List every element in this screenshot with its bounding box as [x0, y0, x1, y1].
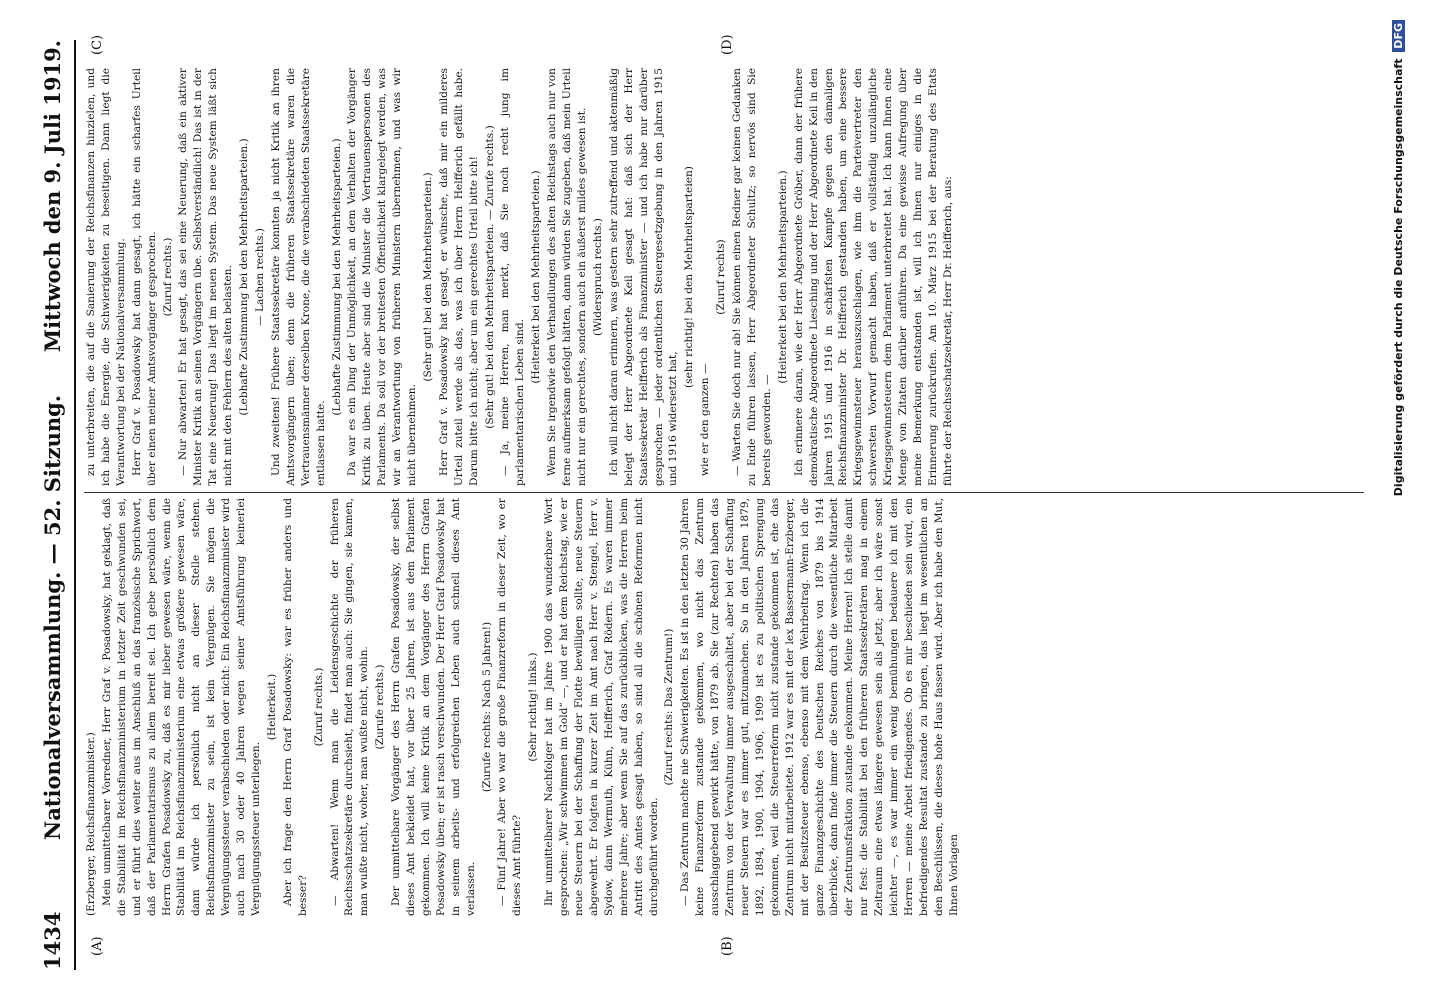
margin-marker-d: (D) [720, 34, 735, 55]
interjection: (Heiterkeit bei den Mehrheitsparteien.) [530, 170, 543, 384]
paragraph: Ich will nicht daran erinnern, was gestern sehr zutreffend und aktenmäßig belegt der Herr Abgeordnete Keil gesagt hat: daß sich der Herr Staatssekretär Helfferich als Finanzminister — und ich habe nur darüber gesprochen — jeder ordentlichen Steuergesetzgebung in den Jahren 1915 und 1916 widersetzt hat, [607, 68, 680, 486]
paragraph: Herr Graf v. Posadowsky hat gesagt, er wünsche, daß mir ein milderes Urteil zuteil werde als das, was ich über Herrn Helfferich gefällt habe. Darum bitte ich nicht; aber um ein gerechtes Urteil bitte ich! [437, 68, 480, 486]
paragraph: zu unterbreiten, die auf die Sanierung der Reichsfinanzen hinzielen, und ich habe die Energie, die Schwierigkeiten zu beseitigen. Dann liegt die Verantwortung bei der Nationalversammlung. [85, 68, 127, 486]
interjection: (Zurufe rechts.) [374, 664, 387, 750]
right-column [84, 68, 1364, 486]
interjection: (Heiterkeit.) [265, 673, 278, 741]
interjection: (Widerspruch rechts.) [591, 218, 604, 336]
interjection: (Heiterkeit bei den Mehrheitsparteien.) [776, 170, 789, 384]
paragraph: Wenn Sie irgendwie den Verhandlungen des alten Reichstags auch nur von ferne aufmerksam gefolgt hätten, dann würden Sie zugeben, daß mein Urteil nicht nur ein gerechtes, sondern auch ein äußerst mildes gewesen ist. [546, 68, 588, 486]
paragraph: — Fünf Jahre! Aber wo war die große Finanzreform in dieser Zeit, wo er dieses Amt führte? [496, 498, 524, 916]
paragraph: — Ja, meine Herren, man merkt, daß Sie noch recht jung im parlamentarischen Leben sind. [499, 68, 527, 486]
paragraph: Da war es ein Ding der Unmöglichkeit, an dem Verhalten der Vorgänger Kritik zu üben. Heute aber sind die Minister die Vertrauenspersonen des Parlaments. Da soll vor der breitesten Öffentlichkeit klargelegt werden, was wir an Verantwortung von früheren Ministern übernehmen, und was wir nicht übernehmen. [346, 68, 419, 486]
interjection: (Zuruf rechts) [715, 239, 728, 315]
margin-marker-a: (A) [90, 936, 105, 956]
paragraph: Herr Graf v. Posadowsky hat dann gesagt, ich hätte ein scharfes Urteil über einen meiner Amtsvorgänger gesprochen. [130, 68, 158, 486]
paragraph: Aber ich frage den Herrn Graf Posadowsky: war es früher anders und besser? [281, 498, 309, 916]
paragraph: — Nur abwarten! Er hat gesagt, das sei eine Neuerung, daß ein aktiver Minister Kritik an seinen Vorgängern übe. Selbstverständlich! Das ist in der Tat eine Neuerung! Das liegt im neuen System. Das neue System läßt sich nicht mit den Fehlern des alten belasten. [177, 68, 235, 486]
page-number: 1434 [40, 911, 65, 970]
credit-text: Digitalisierung gefördert durch die Deutsche Forschungsgemeinschaft [1392, 58, 1405, 497]
interjection: (Zuruf rechts: Das Zentrum!) [663, 628, 676, 786]
paragraph: Ich erinnere daran, wie der Herr Abgeordnete Gröber, dann der frühere demokratische Abgeordnete Liesching und der Herr Abgeordnete Keil in den Jahren 1915 und 1916 in schärfsten Kampfe gegen den damaligen Reichsfinanzminister Dr. Helfferich gestanden haben, um eine bessere Kriegsgewinnsteuer herauszuschlagen, wie ihm die Parteivertreter den schwersten Vorwurf gemacht haben, daß er vollständig unzulängliche Kriegsgewinnsteuern dem Parlament unterbreitet hat. Ich kann Ihnen eine Menge von Zitaten darüber anführen. Da eine gewisse Aufregung über meine Bemerkung entstanden ist, will ich Ihnen nur einiges in die Erinnerung zurückrufen. Am 10. März 1915 bei der Beratung des Etats führte der Reichsschatzsekretär, Herr Dr. Helfferich, aus: [792, 68, 954, 486]
margin-marker-b: (B) [720, 936, 735, 956]
interjection: (Sehr gut! bei den Mehrheitsparteien. — Zurufe rechts.) [483, 125, 496, 429]
interjection: (Lebhafte Zustimmung bei den Mehrheitsparteien.) [238, 138, 251, 416]
interjection: (Zuruf rechts.) [312, 667, 325, 747]
speaker-line: (Erzberger, Reichsfinanzminister.) [85, 732, 97, 916]
interjection: (Sehr gut! bei den Mehrheitsparteien.) [421, 172, 434, 382]
interjection: — Lachen rechts.) [253, 228, 266, 326]
paragraph: Der unmittelbare Vorgänger des Herrn Grafen Posadowsky, der selbst dieses Amt bekleidet hat, vor über 25 Jahren, ist aus dem Parlament gekommen. Ich will keine Kritik an dem Vorgänger des Herrn Grafen Posadowsky üben; er ist rasch verschwunden. Der Herr Graf Posadowsky hat in seinem arbeits- und erfolgreichen Leben auch schnell dieses Amt verlassen. [390, 498, 477, 916]
margin-marker-c: (C) [90, 34, 105, 55]
paragraph: — Abwarten! Wenn man die Leidensgeschichte der früheren Reichsschatzsekretäre durchsieht, findet man auch: Sie gingen, sie kamen, man wußte nicht, woher, man wußte nicht, wohin. [328, 498, 371, 916]
interjection: (Zurufe rechts: Nach 5 Jahren!) [480, 621, 493, 793]
paragraph: — Das Zentrum machte nie Schwierigkeiten. Es ist in den letzten 30 Jahren keine Finanzreform zustande gekommen, wo nicht das Zentrum ausschlaggebend gewirkt hätte, von 1879 ab. Sie (zur Rechten) haben das Zentrum von der Verwaltung immer ausgeschaltet, aber bei der Schaffung neuer Steuern war es immer gut, mitzumachen. So in den Jahren 1879, 1892, 1894, 1900, 1904, 1906, 1909 ist es zu politischen Sprengung gekommen, weil die Steuerreform nicht zustande gekommen ist, ehe das Zentrum nicht mitarbeitete. 1912 war es mit der lex Bassermann-Erzberger, mit der Besitzsteuer ebenso, ebenso mit dem Wehrbeitrag. Wenn ich die ganze Finanzgeschichte des Deutschen Reiches von 1879 bis 1914 überblicke, dann finde immer die Steuern durch die wesentliche Mitarbeit der Zentrumsfraktion zustande gekommen. Meine Herren! Ich stelle damit nur fest: die Stabilität bei den früheren Staatssekretären mag in einem Zeitraum eine etwas längere gewesen sein als jetzt; aber ich wäre sonst leichter —, es war immer ein wenig bemühungen bedauere ich mit den Herren — meine Arbeit friedigendes. Ob es mir beschieden sein wird, ein befriedigendes Resultat zustande zu bringen, das liegt im wesentlichen an den Beschlüssen, die dieses hohe Haus fassen wird. Aber ich habe den Mut, Ihnen Vorlagen [679, 498, 960, 916]
interjection: (Zuruf rechts.) [161, 237, 174, 317]
dfg-logo: DFG [1392, 20, 1405, 52]
interjection: (sehr richtig! bei den Mehrheitsparteien) [683, 166, 696, 388]
paragraph: Ihr unmittelbarer Nachfolger hat im Jahre 1900 das wunderbare Wort gesprochen: „Wir schwimmen im Gold“ —, und er hat dem Reichstag, wie er neue Steuern bei der Schaffung der Flotte bewilligen sollte, neue Steuern abgewehrt. Er folgten in kurzer Zeit im Amt nach Herr v. Stengel, Herr v. Sydow, dann Wermuth, Kühn, Helfferich, Graf Rödern. Es waren immer mehrere Jahre; aber wenn Sie auf das zurückblicken, was die Herren beim Antritt des Amtes gesagt haben, so sind all die schönen Reformen nicht durchgeführt worden. [543, 498, 660, 916]
digitization-credit [1392, 20, 1405, 980]
interjection: (Lebhafte Zustimmung bei den Mehrheitsparteien.) [330, 138, 343, 416]
header-title: Nationalversammlung. — 52. Sitzung. [40, 394, 65, 840]
paragraph: — Warten Sie doch nur ab! Sie können einen Redner gar keinen Gedanken zu Ende führen lassen, Herr Abgeordneter Schultz; so nervös sind Sie bereits geworden. — [731, 68, 773, 486]
interjection: (Sehr richtig! links.) [527, 652, 540, 762]
paragraph: Mein unmittelbarer Vorredner, Herr Graf v. Posadowsky, hat geklagt, daß die Stabilität im Reichsfinanzministerium in letzter Zeit geschwunden sei, und er führt dies weiter aus im Anschluß an das französische Sprichwort, daß der Parlamentarismus zu allem bereit sei. Ich gebe persönlich dem Herrn Grafen Posadowsky zu, daß es mir lieber gewesen wäre, wenn die Stabilität im Reichsfinanzministerium eine etwas größere gewesen wäre, dann würde ich persönlich nicht an dieser Stelle stehen. Reichsfinanzminister zu sein, ist kein Vergnügen. Sie mögen die Vergnügungssteuer verabschieden oder nicht: Ein Reichsfinanzminister wird auch nach 30 oder 40 Jahren wegen seiner Amtsführung keinerlei Vergnügungssteuer unterliegen. [100, 498, 262, 916]
paragraph: wie er den ganzen — [699, 363, 712, 476]
page-header [30, 40, 76, 970]
paragraph: Und zweitens! Frühere Staatssekretäre konnten ja nicht Kritik an ihren Amtsvorgängern üben; denn die früheren Staatssekretäre waren die Vertrauensmänner derselben Krone, die die verabschiedeten Staatssekretäre entlassen hatte. [269, 68, 327, 486]
left-column [84, 498, 1364, 916]
header-date: Mittwoch den 9. Juli 1919. [40, 40, 65, 353]
column-divider [84, 492, 1364, 493]
